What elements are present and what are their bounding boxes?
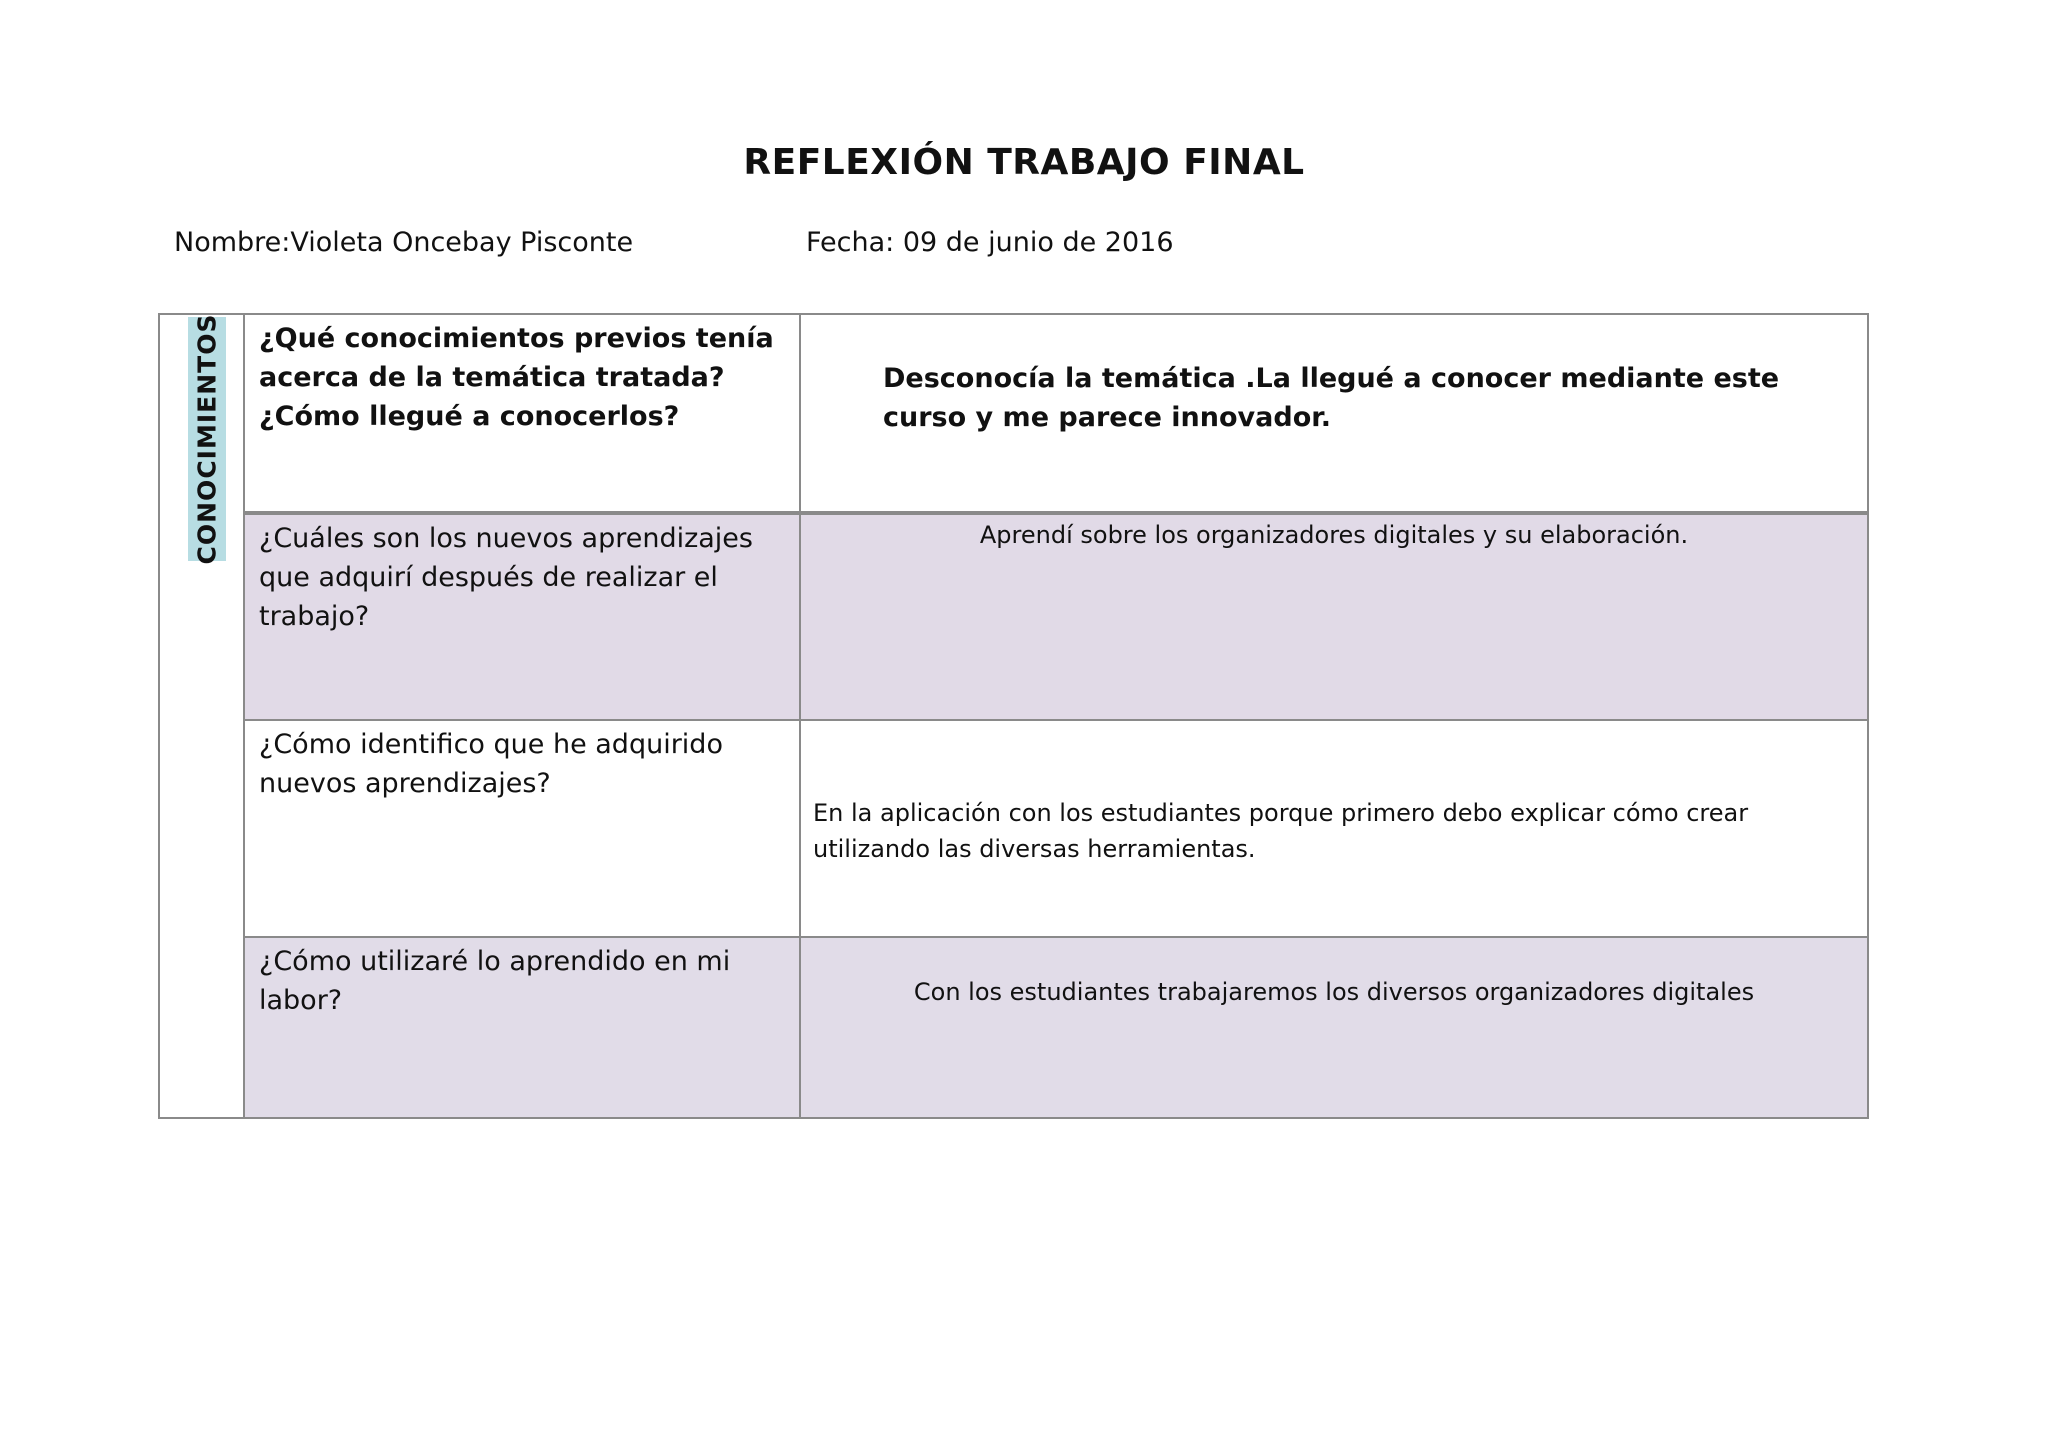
answer-cell: Desconocía la temática .La llegué a conocer mediante este curso y me parece innovador. (883, 363, 1780, 433)
table-row (245, 315, 1867, 515)
date-field: Fecha: 09 de junio de 2016 (806, 227, 1174, 258)
table-row (245, 721, 1867, 938)
question-cell: ¿Cómo identifico que he adquirido nuevos aprendizajes? (245, 721, 801, 936)
side-column (160, 315, 245, 1117)
section-label (188, 313, 226, 565)
question-cell: ¿Cómo utilizaré lo aprendido en mi labor? (245, 938, 801, 1117)
table-row (245, 515, 1867, 721)
table-row (245, 938, 1867, 1117)
answer-cell: Con los estudiantes trabajaremos los diversos organizadores digitales (913, 978, 1755, 1006)
reflection-table (158, 313, 1869, 1119)
question-cell: ¿Qué conocimientos previos tenía acerca de la temática tratada? ¿Cómo llegué a conocerlos? (245, 315, 801, 511)
section-label-text: CONOCIMIENTOS (192, 313, 222, 565)
answer-cell: En la aplicación con los estudiantes porque primero debo explicar cómo crear utilizando las diversas herramientas. (813, 799, 1749, 863)
question-cell: ¿Cuáles son los nuevos aprendizajes que adquirí después de realizar el trabajo? (245, 515, 801, 719)
page-title: REFLEXIÓN TRABAJO FINAL (743, 142, 1305, 183)
answer-cell: Aprendí sobre los organizadores digitales y su elaboración. (979, 521, 1689, 549)
name-field: Nombre:Violeta Oncebay Pisconte (174, 227, 634, 258)
